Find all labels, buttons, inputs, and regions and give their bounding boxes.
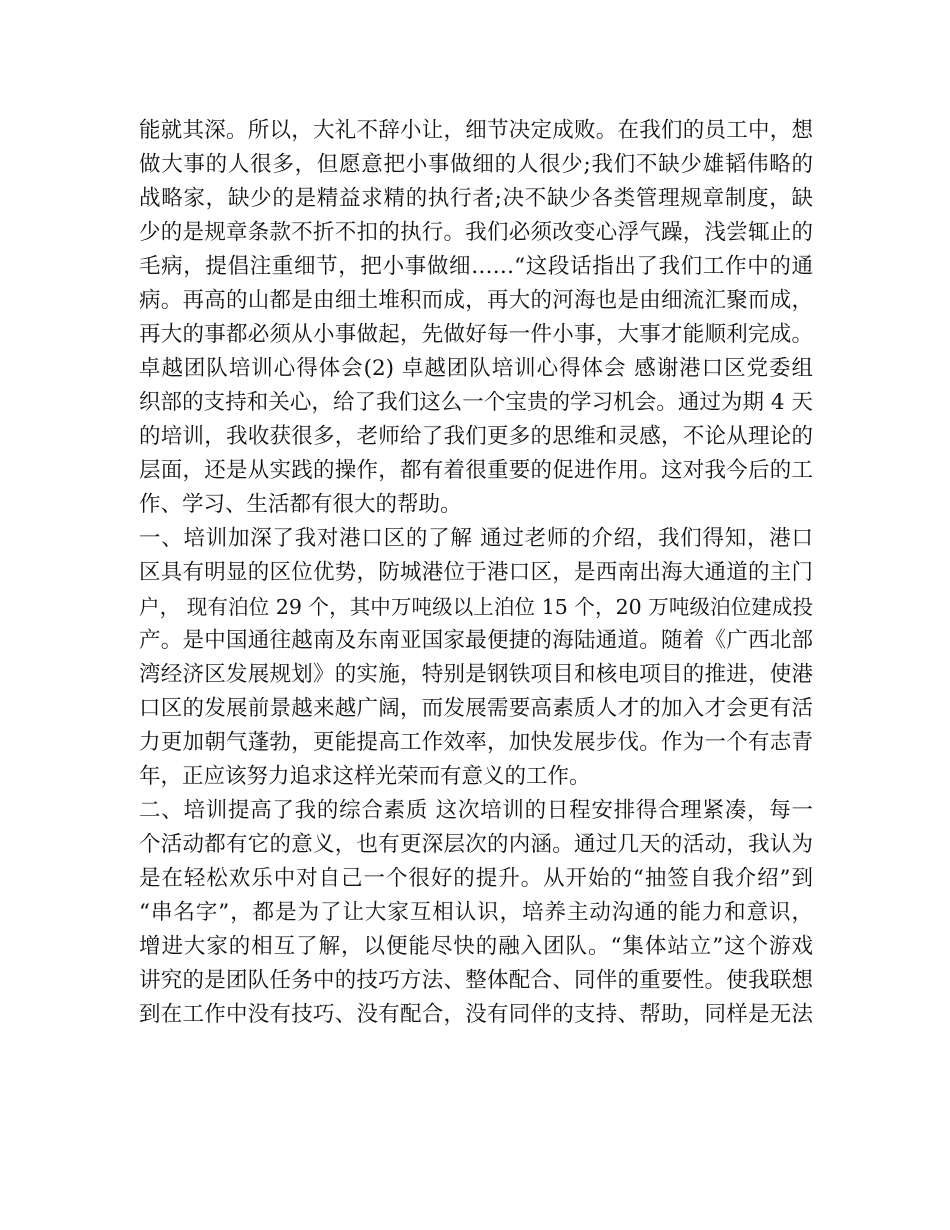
text-line: 毛病，提倡注重细节，把小事做细……“这段话指出了我们工作中的通 — [139, 254, 813, 279]
text-line: 一、培训加深了我对港口区的了解 通过老师的介绍，我们得知，港口 — [139, 526, 813, 551]
text-line: 区具有明显的区位优势，防城港位于港口区，是西南出海大通道的主门 — [139, 560, 813, 585]
text-line: 做大事的人很多，但愿意把小事做细的人很少;我们不缺少雄韬伟略的 — [139, 152, 813, 177]
text-line: 讲究的是团队任务中的技巧方法、整体配合、同伴的重要性。使我联想 — [139, 968, 813, 993]
text-line: 二、培训提高了我的综合素质 这次培训的日程安排得合理紧凑，每一 — [139, 798, 813, 823]
text-line: 力更加朝气蓬勃，更能提高工作效率，加快发展步伐。作为一个有志青 — [139, 730, 813, 755]
text-line: 作、学习、生活都有很大的帮助。 — [139, 492, 462, 517]
text-line: “串名字”，都是为了让大家互相认识，培养主动沟通的能力和意识， — [139, 900, 813, 925]
text-line: 战略家，缺少的是精益求精的执行者;决不缺少各类管理规章制度，缺 — [139, 186, 813, 211]
text-line: 增进大家的相互了解，以便能尽快的融入团队。“集体站立”这个游戏 — [139, 934, 813, 959]
text-line: 个活动都有它的意义，也有更深层次的内涵。通过几天的活动，我认为 — [139, 832, 813, 857]
text-line: 少的是规章条款不折不扣的执行。我们必须改变心浮气躁，浅尝辄止的 — [139, 220, 813, 245]
text-line: 的培训，我收获很多，老师给了我们更多的思维和灵感，不论从理论的 — [139, 424, 813, 449]
document-body — [139, 114, 813, 1032]
text-line: 卓越团队培训心得体会(2) 卓越团队培训心得体会 感谢港口区党委组 — [139, 356, 813, 381]
text-line: 湾经济区发展规划》的实施，特别是钢铁项目和核电项目的推进，使港 — [139, 662, 813, 687]
text-line: 是在轻松欢乐中对自己一个很好的提升。从开始的“抽签自我介绍”到 — [139, 866, 813, 891]
text-line: 病。再高的山都是由细土堆积而成，再大的河海也是由细流汇聚而成， — [139, 288, 813, 313]
text-line: 年，正应该努力追求这样光荣而有意义的工作。 — [139, 764, 591, 789]
text-line: 能就其深。所以，大礼不辞小让，细节决定成败。在我们的员工中，想 — [139, 118, 813, 143]
text-line: 口区的发展前景越来越广阔，而发展需要高素质人才的加入才会更有活 — [139, 696, 813, 721]
text-line: 户， 现有泊位 29 个，其中万吨级以上泊位 15 个，20 万吨级泊位建成投 — [139, 595, 813, 619]
text-line: 到在工作中没有技巧、没有配合，没有同伴的支持、帮助，同样是无法 — [139, 1002, 813, 1027]
text-line: 层面，还是从实践的操作，都有着很重要的促进作用。这对我今后的工 — [139, 458, 813, 483]
text-line: 再大的事都必须从小事做起，先做好每一件小事，大事才能顺利完成。 — [139, 322, 813, 347]
text-line: 产。是中国通往越南及东南亚国家最便捷的海陆通道。随着《广西北部 — [139, 628, 813, 653]
text-line: 织部的支持和关心，给了我们这么一个宝贵的学习机会。通过为期 4 天 — [139, 390, 813, 415]
